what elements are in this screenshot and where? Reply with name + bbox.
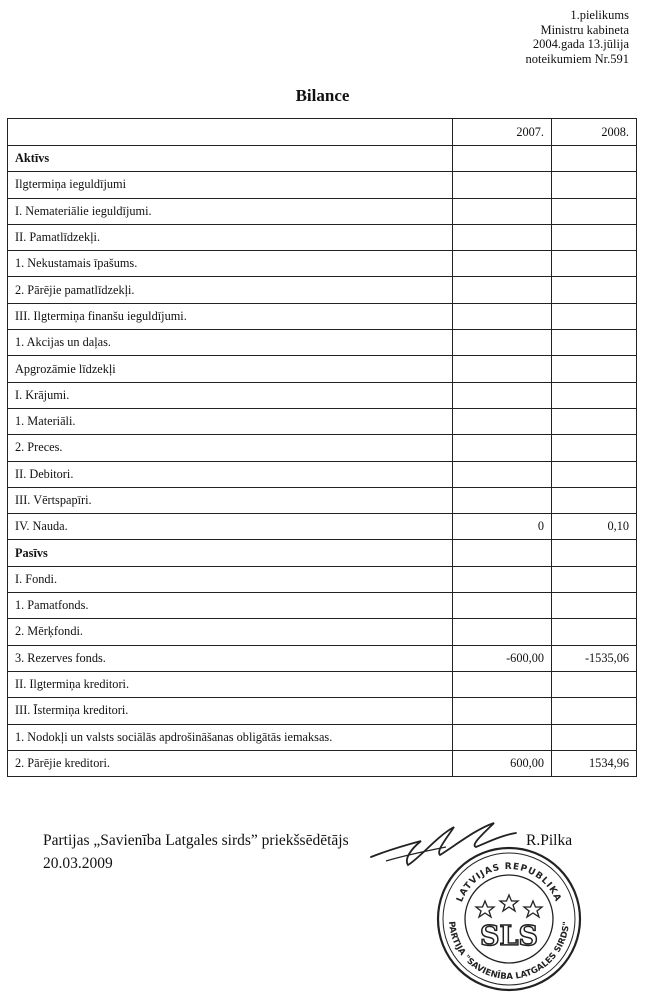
table-row — [8, 645, 637, 671]
value-2008: 0,10 — [552, 514, 637, 540]
value-2007 — [453, 277, 552, 303]
table-row — [8, 619, 637, 645]
row-label: Apgrozāmie līdzekļi — [8, 356, 453, 382]
value-2008 — [552, 356, 637, 382]
row-label: I. Nemateriālie ieguldījumi. — [8, 198, 453, 224]
table-row — [8, 593, 637, 619]
row-label: 1. Pamatfonds. — [8, 593, 453, 619]
value-2008: -1535,06 — [552, 645, 637, 671]
value-2008 — [552, 330, 637, 356]
value-2008 — [552, 619, 637, 645]
column-header-label — [8, 119, 453, 146]
value-2007 — [453, 251, 552, 277]
row-label: 1. Akcijas un daļas. — [8, 330, 453, 356]
annex-note — [526, 8, 629, 66]
table-row — [8, 540, 637, 566]
row-label: II. Debitori. — [8, 461, 453, 487]
table-row — [8, 382, 637, 408]
stamp-center-text: SLS — [480, 921, 538, 952]
table-row — [8, 146, 637, 172]
value-2007: 600,00 — [453, 750, 552, 776]
value-2008 — [552, 251, 637, 277]
table-row — [8, 514, 637, 540]
value-2007 — [453, 435, 552, 461]
signature-role: Partijas „Savienība Latgales sirds” priekšsēdētājs — [43, 832, 349, 849]
table-row — [8, 724, 637, 750]
value-2008 — [552, 566, 637, 592]
column-header-2007: 2007. — [453, 119, 552, 146]
value-2007: -600,00 — [453, 645, 552, 671]
table-row — [8, 224, 637, 250]
row-label: II. Ilgtermiņa kreditori. — [8, 671, 453, 697]
row-label: Ilgtermiņa ieguldījumi — [8, 172, 453, 198]
row-label: Pasīvs — [8, 540, 453, 566]
value-2008 — [552, 277, 637, 303]
value-2008 — [552, 540, 637, 566]
value-2007 — [453, 224, 552, 250]
value-2008 — [552, 382, 637, 408]
row-label: II. Pamatlīdzekļi. — [8, 224, 453, 250]
value-2007 — [453, 461, 552, 487]
row-label: 1. Nekustamais īpašums. — [8, 251, 453, 277]
value-2007 — [453, 408, 552, 434]
table-row — [8, 698, 637, 724]
table-row — [8, 461, 637, 487]
annex-line: Ministru kabineta — [540, 22, 629, 37]
row-label: 3. Rezerves fonds. — [8, 645, 453, 671]
value-2007 — [453, 172, 552, 198]
value-2008 — [552, 146, 637, 172]
row-label: I. Fondi. — [8, 566, 453, 592]
value-2007 — [453, 198, 552, 224]
table-header-row — [8, 119, 637, 146]
table-row — [8, 408, 637, 434]
value-2007 — [453, 566, 552, 592]
value-2007 — [453, 593, 552, 619]
value-2007 — [453, 487, 552, 513]
value-2008 — [552, 172, 637, 198]
value-2008 — [552, 487, 637, 513]
value-2007 — [453, 146, 552, 172]
column-header-2008: 2008. — [552, 119, 637, 146]
table-row — [8, 487, 637, 513]
row-label: I. Krājumi. — [8, 382, 453, 408]
table-row — [8, 671, 637, 697]
value-2007 — [453, 303, 552, 329]
value-2008 — [552, 461, 637, 487]
value-2008 — [552, 724, 637, 750]
row-label: 2. Mērķfondi. — [8, 619, 453, 645]
row-label: 2. Pārējie kreditori. — [8, 750, 453, 776]
party-stamp — [435, 845, 583, 993]
value-2007 — [453, 540, 552, 566]
value-2007 — [453, 330, 552, 356]
value-2007 — [453, 724, 552, 750]
value-2007 — [453, 671, 552, 697]
row-label: 2. Preces. — [8, 435, 453, 461]
table-row — [8, 750, 637, 776]
value-2008 — [552, 593, 637, 619]
table-row — [8, 172, 637, 198]
stamp-top-text: LATVIJAS REPUBLIKA — [455, 861, 563, 904]
value-2008 — [552, 198, 637, 224]
row-label: III. Vērtspapīri. — [8, 487, 453, 513]
value-2008 — [552, 671, 637, 697]
row-label: 1. Nodokļi un valsts sociālās apdrošināšanas obligātās iemaksas. — [8, 724, 453, 750]
page-title: Bilance — [295, 86, 350, 105]
value-2007 — [453, 619, 552, 645]
table-row — [8, 566, 637, 592]
annex-line: 1.pielikums — [570, 8, 629, 22]
value-2007 — [453, 698, 552, 724]
table-row — [8, 435, 637, 461]
table-row — [8, 303, 637, 329]
row-label: III. Īstermiņa kreditori. — [8, 698, 453, 724]
value-2008 — [552, 435, 637, 461]
row-label: 1. Materiāli. — [8, 408, 453, 434]
row-label: III. Ilgtermiņa finanšu ieguldījumi. — [8, 303, 453, 329]
annex-line: 2004.gada 13.jūlija — [532, 37, 629, 51]
row-label: Aktīvs — [8, 146, 453, 172]
signature-date: 20.03.2009 — [43, 855, 113, 872]
value-2008 — [552, 698, 637, 724]
value-2008: 1534,96 — [552, 750, 637, 776]
balance-table — [7, 118, 637, 777]
stamp-bottom-text: PARTIJA "SAVIENĪBA LATGALES SIRDS" — [446, 920, 572, 983]
table-row — [8, 356, 637, 382]
stars-icon — [476, 895, 542, 917]
annex-line: noteikumiem Nr.591 — [525, 51, 629, 66]
table-row — [8, 330, 637, 356]
value-2007 — [453, 356, 552, 382]
table-row — [8, 251, 637, 277]
value-2007: 0 — [453, 514, 552, 540]
value-2008 — [552, 303, 637, 329]
signatory-name: R.Pilka — [526, 832, 573, 849]
table-row — [8, 277, 637, 303]
row-label: IV. Nauda. — [8, 514, 453, 540]
row-label: 2. Pārējie pamatlīdzekļi. — [8, 277, 453, 303]
table-row — [8, 198, 637, 224]
value-2008 — [552, 224, 637, 250]
value-2008 — [552, 408, 637, 434]
value-2007 — [453, 382, 552, 408]
